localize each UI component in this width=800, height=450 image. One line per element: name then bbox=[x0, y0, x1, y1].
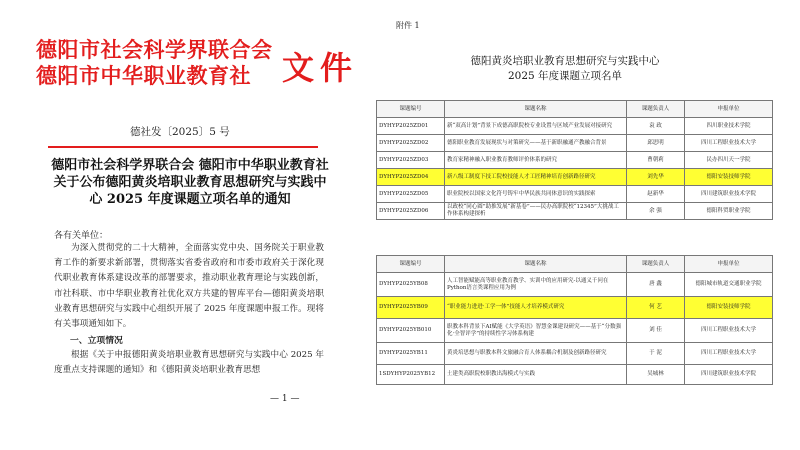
body-paragraph-1: 为深入贯彻党的二十大精神，全面落实党中央、国务院关于职业教育工作的新要求新部署，贯彻落实省委省政府和市委市政府关于深化现代职业教育体系建设改革的部署要求，推动职业教育理论与实践创新，市社科联、市中华职业教育社优化双方共建的智库平台—德阳黄炎培职业教育思想研究与实践中心组织开展了 2025 年度课题申报工作。现将有关事项通知如下。 bbox=[54, 243, 324, 330]
table-row bbox=[377, 343, 773, 365]
document-label: 文件 bbox=[282, 49, 359, 87]
cell-lead: 唐 鑫 bbox=[627, 273, 685, 297]
project-table-2 bbox=[376, 255, 773, 385]
table-row bbox=[377, 203, 773, 220]
cell-code: DYHYP2025ZD01 bbox=[377, 118, 445, 135]
cell-code: DYHYP2025ZD04 bbox=[377, 169, 445, 186]
cell-name: 以政校“同心圆”助推发展“新基卷”——民办高职院校“12345”大挑战工作体系构建探析 bbox=[445, 203, 627, 220]
cell-lead: 邱思明 bbox=[627, 135, 685, 152]
table-row bbox=[377, 152, 773, 169]
cell-unit: 民办四川天一学院 bbox=[685, 152, 773, 169]
cell-code: 1SDYHYP2025YB12 bbox=[377, 365, 445, 385]
list-title bbox=[410, 54, 720, 84]
header-code: 课题编号 bbox=[377, 256, 445, 273]
cell-code: DYHYP2025YB08 bbox=[377, 273, 445, 297]
cell-lead: 曹朝莉 bbox=[627, 152, 685, 169]
cell-name: 德阳职业教育发展现状与对策研究——基于新职融通产教融合背景 bbox=[445, 135, 627, 152]
cell-lead: 吴城林 bbox=[627, 365, 685, 385]
cell-name: 职教本科背景下AI赋能《大学英语》智慧金课建设研究——基于“分数强化·全智评学”的持续性学习体系构建 bbox=[445, 319, 627, 343]
issuer-org-2: 德阳市中华职业教育社 bbox=[36, 63, 251, 88]
header-name: 课题名称 bbox=[445, 101, 627, 118]
cell-name: 教育家精神融入职业教育教师评价体系的研究 bbox=[445, 152, 627, 169]
table-header-row bbox=[377, 101, 773, 118]
document-number: 德社发〔2025〕5 号 bbox=[130, 126, 230, 138]
header-lead: 课题负责人 bbox=[627, 101, 685, 118]
cell-code: DYHYP2025YB11 bbox=[377, 343, 445, 365]
cell-unit: 四川建筑职业技术学院 bbox=[685, 186, 773, 203]
cell-unit: 四川工程职业技术大学 bbox=[685, 135, 773, 152]
page-number: — 1 — bbox=[270, 394, 300, 404]
cell-unit: 德阳安装技师学院 bbox=[685, 297, 773, 319]
cell-unit: 四川职业技术学院 bbox=[685, 118, 773, 135]
cell-code: DYHYP2025ZD02 bbox=[377, 135, 445, 152]
cell-code: DYHYP2025ZD05 bbox=[377, 186, 445, 203]
table-row bbox=[377, 273, 773, 297]
cell-code: DYHYP2025YB09 bbox=[377, 297, 445, 319]
body-paragraph-2: 根据《关于申报德阳黄炎培职业教育思想研究与实践中心 2025 年度重点支持课题的通知》和《德阳黄炎培职业教育思想 bbox=[54, 350, 324, 376]
cell-name: 新“双高计划”背景下成德高职院校专业设置与区域产业发展对接研究 bbox=[445, 118, 627, 135]
cell-name: “职业能力进进·工学一体”技能人才培养模式研究 bbox=[445, 297, 627, 319]
issuer-org-1: 德阳市社会科学界联合会 bbox=[36, 37, 273, 62]
table-header-row bbox=[377, 256, 773, 273]
header-code: 课题编号 bbox=[377, 101, 445, 118]
table-row bbox=[377, 118, 773, 135]
notice-title: 德阳市社会科学界联合会 德阳市中华职业教育社关于公布德阳黄炎培职业教育思想研究与实践中心 2025 年度课题立项名单的通知 bbox=[51, 158, 329, 207]
cell-unit: 德阳城市轨道交通职业学院 bbox=[685, 273, 773, 297]
header-unit: 申报单位 bbox=[685, 256, 773, 273]
list-title-line-2: 2025 年度课题立项名单 bbox=[507, 70, 623, 82]
cell-name: 新八级工制度下技工院校技能人才工匠精神培育创新路径研究 bbox=[445, 169, 627, 186]
cell-lead: 赵新华 bbox=[627, 186, 685, 203]
project-table-1 bbox=[376, 100, 773, 220]
table-row bbox=[377, 135, 773, 152]
cell-code: DYHYP2025YB010 bbox=[377, 319, 445, 343]
cell-lead: 刘先华 bbox=[627, 169, 685, 186]
cell-name: 人工智能赋能高等职业教育教学、实训中的应用研究-以通义千问在Python语言类课程应用为例 bbox=[445, 273, 627, 297]
cell-unit: 四川工程职业技术大学 bbox=[685, 319, 773, 343]
cell-lead: 何 艺 bbox=[627, 297, 685, 319]
cell-lead: 刘 佳 bbox=[627, 319, 685, 343]
list-title-line-1: 德阳黄炎培职业教育思想研究与实践中心 bbox=[470, 55, 660, 67]
table-row bbox=[377, 365, 773, 385]
header-lead: 课题负责人 bbox=[627, 256, 685, 273]
red-divider bbox=[48, 146, 318, 148]
header-name: 课题名称 bbox=[445, 256, 627, 273]
cell-lead: 于 泥 bbox=[627, 343, 685, 365]
table-row-highlighted bbox=[377, 297, 773, 319]
table-row bbox=[377, 319, 773, 343]
table-row bbox=[377, 186, 773, 203]
table-row-highlighted bbox=[377, 169, 773, 186]
cell-lead: 袁 政 bbox=[627, 118, 685, 135]
cell-unit: 四川工程职业技术大学 bbox=[685, 343, 773, 365]
cell-name: 黄炎培思想与职教本科文旅融合育人体系耦合机制及创新路径研究 bbox=[445, 343, 627, 365]
cell-code: DYHYP2025ZD06 bbox=[377, 203, 445, 220]
cell-unit: 德阳科贸职业学院 bbox=[685, 203, 773, 220]
cell-code: DYHYP2025ZD03 bbox=[377, 152, 445, 169]
cell-name: 土建类高职院校职教出海模式与实践 bbox=[445, 365, 627, 385]
section-heading: 一、立项情况 bbox=[70, 336, 123, 346]
greeting: 各有关单位： bbox=[54, 231, 109, 241]
cell-lead: 余 强 bbox=[627, 203, 685, 220]
cell-unit: 四川建筑职业技术学院 bbox=[685, 365, 773, 385]
cell-unit: 德阳安装技师学院 bbox=[685, 169, 773, 186]
cell-name: 职业院校以国家文化符号铸牢中华民族共同体意识的实践探索 bbox=[445, 186, 627, 203]
header-unit: 申报单位 bbox=[685, 101, 773, 118]
letterhead bbox=[36, 37, 359, 106]
attachment-label: 附件 1 bbox=[396, 21, 420, 30]
